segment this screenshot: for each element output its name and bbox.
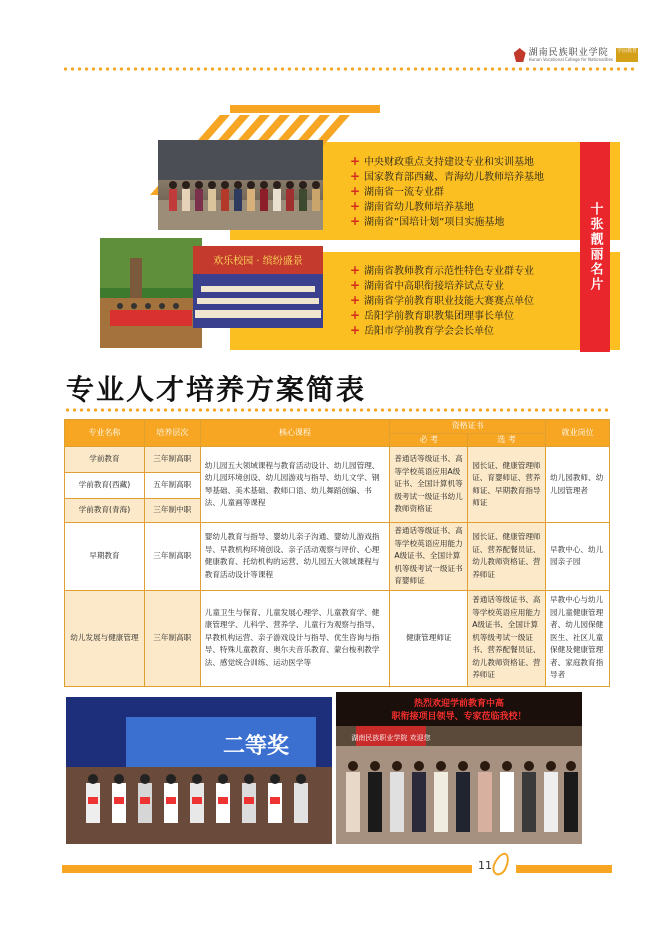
major-cell: 幼儿发展与健康管理 [65, 590, 145, 686]
optional-cell: 园长证、健康管理师证、育婴师证、营养师证、早期教育指导师证 [468, 447, 546, 523]
header-dotted-rule [62, 67, 638, 71]
feature-list-2 [350, 262, 534, 337]
feature-item: + 湖南省中高职衔接培养试点专业 [350, 277, 504, 292]
major-cell: 学前教育(西藏) [65, 473, 145, 499]
page-number: 11 [478, 859, 492, 872]
svg-text:湖南民族职业学院 欢迎您: 湖南民族职业学院 欢迎您 [351, 734, 431, 742]
col-core: 核心课程 [200, 420, 390, 447]
level-cell: 三年制高职 [144, 590, 200, 686]
level-cell: 三年制中职 [144, 499, 200, 523]
optional-cell: 园长证、健康管理师证、营养配餐员证、幼儿教师资格证、营养师证 [468, 523, 546, 591]
side-label: 十张靓丽名片 [580, 142, 610, 352]
svg-text:职衔接项目领导、专家莅临我校！: 职衔接项目领导、专家莅临我校！ [391, 712, 527, 722]
section-title: 专业人才培养方案简表 [66, 373, 367, 406]
col-optional: 选 考 [468, 433, 546, 447]
col-major: 专业名称 [65, 420, 145, 447]
required-cell: 普通话等级证书、高等学校英语应用能力A级证书、全国计算机等级考试一级证书育婴师证 [390, 523, 468, 591]
campus-outdoor-photo [100, 238, 202, 348]
col-required: 必 考 [390, 433, 468, 447]
major-cell: 学前教育 [65, 447, 145, 473]
plus-icon: + [350, 262, 361, 277]
group-photo [158, 140, 323, 230]
feature-item: + 湖南省教师教育示范性特色专业群专业 [350, 262, 534, 277]
award-ceremony-photo [66, 697, 332, 844]
col-jobs: 就业岗位 [546, 420, 610, 447]
stage-banner: 欢乐校园 · 缤纷盛景 [213, 256, 303, 267]
award-banner: 二等奖 [222, 734, 290, 759]
jobs-cell: 早教中心、幼儿园亲子园 [546, 523, 610, 591]
table-row [65, 523, 610, 591]
plus-icon: + [350, 292, 361, 307]
logo-mark-icon [514, 48, 526, 62]
table-row [65, 447, 610, 473]
feature-item: + 湖南省幼儿教师培养基地 [350, 198, 474, 213]
major-cell: 学前教育(青海) [65, 499, 145, 523]
logo-en: Hunan Vocational College for Nationalities [528, 56, 613, 62]
college-logo [514, 48, 638, 62]
col-level: 培养层次 [144, 420, 200, 447]
level-cell: 五年制高职 [144, 473, 200, 499]
feature-item: + 岳阳学前教育职教集团理事长单位 [350, 307, 514, 322]
plus-icon: + [350, 307, 361, 322]
footer-bar-right [516, 865, 612, 873]
required-cell: 健康管理师证 [390, 590, 468, 686]
plus-icon: + [350, 168, 361, 183]
optional-cell: 普通话等级证书、高等学校英语应用能力A级证书、全国计算机等级考试一级证书、营养配餐员证、幼儿教师资格证、营养师证 [468, 590, 546, 686]
feature-item: + 国家教育部西藏、青海幼儿教师培养基地 [350, 168, 544, 183]
level-cell: 三年制高职 [144, 447, 200, 473]
level-cell: 三年制高职 [144, 523, 200, 591]
required-cell: 普通话等级证书、高等学校英语应用A级证书、全国计算机等级考试一级证书幼儿教师资格证 [390, 447, 468, 523]
feature-item: + 湖南省一流专业群 [350, 183, 444, 198]
program-table [64, 419, 610, 687]
core-cell: 婴幼儿教育与指导、婴幼儿亲子沟通、婴幼儿游戏指导、早教机构环境创设、亲子活动观察与评价、心理健康教育、托幼机构的运营、幼儿园五大领域课程与教育活动设计等课程 [200, 523, 390, 591]
plus-icon: + [350, 277, 361, 292]
feature-item: + 湖南省“国培计划”项目实施基地 [350, 213, 505, 228]
jobs-cell: 早教中心与幼儿园儿童健康管理者、幼儿园保健医生、社区儿童保健及健康管理者、家庭教育指导者 [546, 590, 610, 686]
footer-bar-left [62, 865, 472, 873]
svg-text:热烈欢迎学前教育中高: 热烈欢迎学前教育中高 [413, 699, 505, 709]
feature-item: + 岳阳市学前教育学会会长单位 [350, 322, 494, 337]
plus-icon: + [350, 183, 361, 198]
plus-icon: + [350, 198, 361, 213]
stage-performance-photo [193, 246, 323, 328]
feature-item: + 中央财政重点支持建设专业和实训基地 [350, 153, 534, 168]
leaf-icon [490, 850, 513, 878]
jobs-cell: 幼儿园教师、幼儿园管理者 [546, 447, 610, 523]
feature-item: + 湖南省学前教育职业技能大赛赛点单位 [350, 292, 534, 307]
visiting-delegation-photo [336, 692, 582, 844]
plus-icon: + [350, 213, 361, 228]
core-cell: 儿童卫生与保育、儿童发展心理学、儿童教育学、健康管理学、儿科学、营养学、儿童行为观察与指导、早教机构运营、亲子游戏设计与指导、优生咨询与指导、特殊儿童教育、奥尔夫音乐教育、蒙台梭利教学法、感觉统合训练、运动医学等 [200, 590, 390, 686]
col-cert: 资格证书 [390, 420, 546, 434]
plus-icon: + [350, 153, 361, 168]
logo-seal: 学前教育 [616, 48, 638, 62]
major-cell: 早期教育 [65, 523, 145, 591]
title-dotted-rule [64, 408, 610, 412]
plus-icon: + [350, 322, 361, 337]
logo-cn: 湖南民族职业学院 [528, 47, 609, 58]
core-cell: 幼儿园五大领域课程与教育活动设计、幼儿园管理、幼儿园环境创设、幼儿园游戏与指导、幼儿文学、钢琴基础、美术基础、教师口语、幼儿舞蹈创编、书法、儿童画等课程 [200, 447, 390, 523]
table-row [65, 590, 610, 686]
feature-list-1 [350, 153, 544, 228]
